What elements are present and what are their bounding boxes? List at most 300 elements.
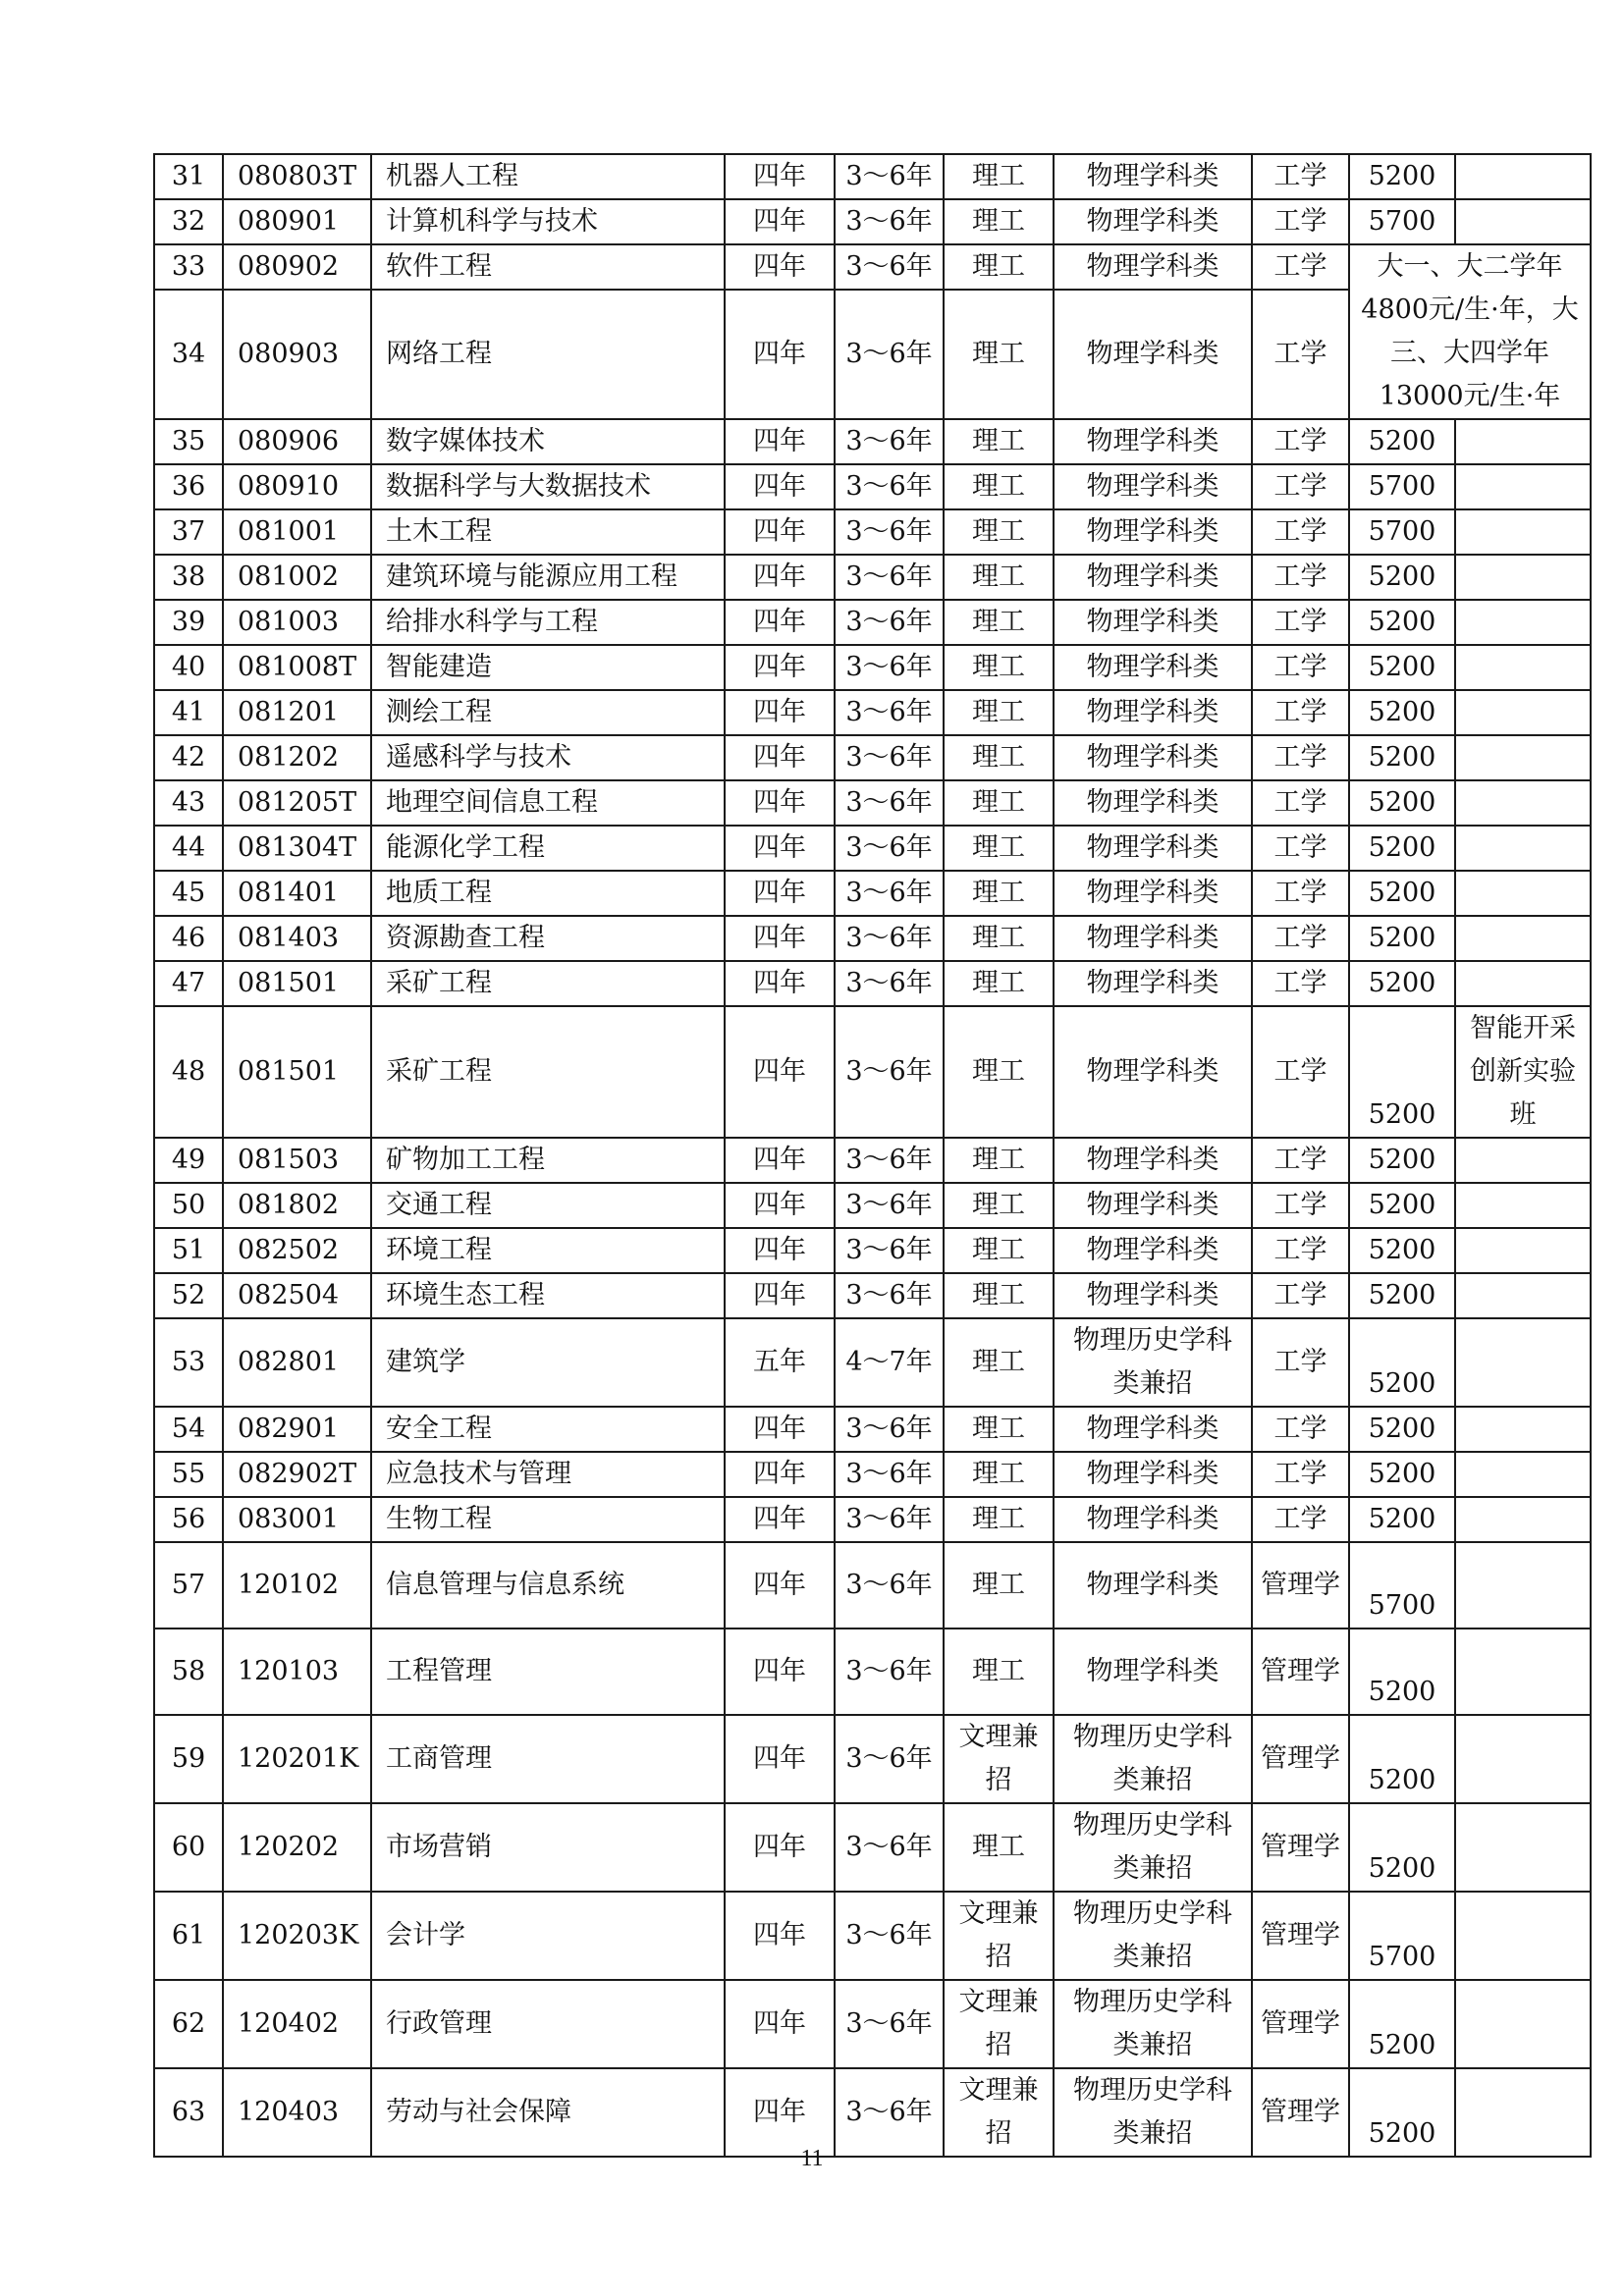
subject-group: 物理学科类: [1054, 600, 1252, 645]
study-span: 3～6年: [835, 1407, 944, 1452]
study-span: 3～6年: [835, 419, 944, 464]
table-row: [154, 600, 1591, 645]
study-years: 四年: [725, 1892, 835, 1980]
table-row: [154, 2068, 1591, 2157]
degree-type: 工学: [1252, 1407, 1349, 1452]
major-name: 数字媒体技术: [371, 419, 725, 464]
study-span: 3～6年: [835, 780, 944, 826]
table-row: [154, 916, 1591, 961]
row-index: 36: [154, 464, 223, 509]
major-code: 082902T: [223, 1452, 371, 1497]
tuition-fee: 5200: [1349, 690, 1455, 735]
remark: [1455, 1803, 1591, 1892]
study-years: 四年: [725, 199, 835, 244]
major-name: 会计学: [371, 1892, 725, 1980]
subject-group: 物理学科类: [1054, 1228, 1252, 1273]
table-row: [154, 509, 1591, 555]
degree-type: 工学: [1252, 1273, 1349, 1318]
study-span: 4～7年: [835, 1318, 944, 1407]
tuition-fee: 5200: [1349, 1452, 1455, 1497]
row-index: 45: [154, 871, 223, 916]
admission-kind: 理工: [944, 1803, 1054, 1892]
major-name: 土木工程: [371, 509, 725, 555]
row-index: 42: [154, 735, 223, 780]
subject-group: 物理学科类: [1054, 290, 1252, 419]
study-span: 3～6年: [835, 1542, 944, 1629]
degree-type: 工学: [1252, 199, 1349, 244]
row-index: 55: [154, 1452, 223, 1497]
study-span: 3～6年: [835, 600, 944, 645]
degree-type: 工学: [1252, 735, 1349, 780]
major-code: 081001: [223, 509, 371, 555]
study-years: 四年: [725, 1542, 835, 1629]
major-code: 081002: [223, 555, 371, 600]
subject-group: 物理学科类: [1054, 871, 1252, 916]
table-row: [154, 555, 1591, 600]
study-years: 四年: [725, 600, 835, 645]
tuition-fee: 5200: [1349, 1318, 1455, 1407]
row-index: 43: [154, 780, 223, 826]
subject-group: 物理历史学科类兼招: [1054, 1715, 1252, 1803]
tuition-fee: 5200: [1349, 1006, 1455, 1138]
row-index: 49: [154, 1138, 223, 1183]
study-years: 四年: [725, 464, 835, 509]
study-years: 五年: [725, 1318, 835, 1407]
degree-type: 工学: [1252, 1006, 1349, 1138]
major-name: 能源化学工程: [371, 826, 725, 871]
fee-merged-note: 大一、大二学年4800元/生·年，大三、大四学年13000元/生·年: [1349, 244, 1591, 419]
subject-group: 物理历史学科类兼招: [1054, 1892, 1252, 1980]
admission-kind: 文理兼招: [944, 1892, 1054, 1980]
subject-group: 物理历史学科类兼招: [1054, 1803, 1252, 1892]
study-span: 3～6年: [835, 555, 944, 600]
remark: [1455, 419, 1591, 464]
row-index: 60: [154, 1803, 223, 1892]
table-row: [154, 1183, 1591, 1228]
study-years: 四年: [725, 1183, 835, 1228]
study-years: 四年: [725, 961, 835, 1006]
tuition-fee: 5200: [1349, 1138, 1455, 1183]
row-index: 63: [154, 2068, 223, 2157]
tuition-fee: 5200: [1349, 1497, 1455, 1542]
study-span: 3～6年: [835, 1183, 944, 1228]
page-number: 11: [800, 2146, 824, 2171]
study-years: 四年: [725, 419, 835, 464]
remark: [1455, 1452, 1591, 1497]
degree-type: 工学: [1252, 290, 1349, 419]
remark: [1455, 780, 1591, 826]
remark: [1455, 1273, 1591, 1318]
major-code: 080901: [223, 199, 371, 244]
degree-type: 工学: [1252, 600, 1349, 645]
study-years: 四年: [725, 1452, 835, 1497]
admission-kind: 理工: [944, 1138, 1054, 1183]
tuition-fee: 5200: [1349, 1980, 1455, 2068]
row-index: 40: [154, 645, 223, 690]
table-row: [154, 1892, 1591, 1980]
study-years: 四年: [725, 1629, 835, 1715]
study-span: 3～6年: [835, 1497, 944, 1542]
remark: [1455, 1318, 1591, 1407]
major-name: 数据科学与大数据技术: [371, 464, 725, 509]
subject-group: 物理学科类: [1054, 1183, 1252, 1228]
admission-kind: 理工: [944, 1273, 1054, 1318]
remark: [1455, 1629, 1591, 1715]
subject-group: 物理学科类: [1054, 1006, 1252, 1138]
study-span: 3～6年: [835, 690, 944, 735]
admission-kind: 理工: [944, 1452, 1054, 1497]
major-code: 080906: [223, 419, 371, 464]
degree-type: 工学: [1252, 1497, 1349, 1542]
study-years: 四年: [725, 645, 835, 690]
table-row: [154, 199, 1591, 244]
admission-kind: 理工: [944, 1318, 1054, 1407]
major-name: 环境生态工程: [371, 1273, 725, 1318]
major-name: 地理空间信息工程: [371, 780, 725, 826]
study-years: 四年: [725, 244, 835, 290]
admission-kind: 理工: [944, 509, 1054, 555]
row-index: 33: [154, 244, 223, 290]
major-code: 120103: [223, 1629, 371, 1715]
subject-group: 物理历史学科类兼招: [1054, 1980, 1252, 2068]
study-years: 四年: [725, 780, 835, 826]
tuition-fee: 5200: [1349, 871, 1455, 916]
major-code: 081501: [223, 1006, 371, 1138]
study-years: 四年: [725, 1138, 835, 1183]
major-code: 120402: [223, 1980, 371, 2068]
major-code: 081401: [223, 871, 371, 916]
subject-group: 物理学科类: [1054, 826, 1252, 871]
study-years: 四年: [725, 826, 835, 871]
study-years: 四年: [725, 871, 835, 916]
tuition-fee: 5200: [1349, 419, 1455, 464]
degree-type: 工学: [1252, 916, 1349, 961]
study-span: 3～6年: [835, 290, 944, 419]
major-code: 081503: [223, 1138, 371, 1183]
study-span: 3～6年: [835, 961, 944, 1006]
remark: [1455, 735, 1591, 780]
major-name: 交通工程: [371, 1183, 725, 1228]
subject-group: 物理学科类: [1054, 244, 1252, 290]
study-span: 3～6年: [835, 1273, 944, 1318]
study-span: 3～6年: [835, 199, 944, 244]
major-name: 建筑学: [371, 1318, 725, 1407]
degree-type: 管理学: [1252, 1715, 1349, 1803]
subject-group: 物理历史学科类兼招: [1054, 1318, 1252, 1407]
major-code: 082901: [223, 1407, 371, 1452]
study-span: 3～6年: [835, 1006, 944, 1138]
tuition-fee: 5700: [1349, 1892, 1455, 1980]
major-code: 080803T: [223, 154, 371, 199]
major-name: 矿物加工工程: [371, 1138, 725, 1183]
tuition-fee: 5700: [1349, 509, 1455, 555]
major-code: 082801: [223, 1318, 371, 1407]
major-name: 劳动与社会保障: [371, 2068, 725, 2157]
remark: [1455, 154, 1591, 199]
row-index: 62: [154, 1980, 223, 2068]
study-years: 四年: [725, 509, 835, 555]
admission-kind: 理工: [944, 1407, 1054, 1452]
row-index: 38: [154, 555, 223, 600]
tuition-fee: 5200: [1349, 555, 1455, 600]
subject-group: 物理学科类: [1054, 199, 1252, 244]
degree-type: 工学: [1252, 464, 1349, 509]
admission-kind: 理工: [944, 961, 1054, 1006]
row-index: 54: [154, 1407, 223, 1452]
program-table: [153, 153, 1592, 2158]
study-years: 四年: [725, 290, 835, 419]
tuition-fee: 5200: [1349, 1183, 1455, 1228]
remark: [1455, 509, 1591, 555]
row-index: 32: [154, 199, 223, 244]
table-row: [154, 961, 1591, 1006]
major-name: 工商管理: [371, 1715, 725, 1803]
admission-kind: 理工: [944, 780, 1054, 826]
study-span: 3～6年: [835, 464, 944, 509]
table-row: [154, 1273, 1591, 1318]
remark: [1455, 871, 1591, 916]
degree-type: 管理学: [1252, 1629, 1349, 1715]
subject-group: 物理学科类: [1054, 509, 1252, 555]
degree-type: 工学: [1252, 1452, 1349, 1497]
row-index: 57: [154, 1542, 223, 1629]
study-span: 3～6年: [835, 1803, 944, 1892]
major-code: 082502: [223, 1228, 371, 1273]
row-index: 48: [154, 1006, 223, 1138]
table-row: [154, 1715, 1591, 1803]
row-index: 56: [154, 1497, 223, 1542]
study-years: 四年: [725, 1980, 835, 2068]
major-name: 计算机科学与技术: [371, 199, 725, 244]
major-code: 120203K: [223, 1892, 371, 1980]
study-years: 四年: [725, 1407, 835, 1452]
degree-type: 工学: [1252, 419, 1349, 464]
row-index: 34: [154, 290, 223, 419]
study-span: 3～6年: [835, 1452, 944, 1497]
major-name: 给排水科学与工程: [371, 600, 725, 645]
major-code: 081802: [223, 1183, 371, 1228]
study-years: 四年: [725, 1715, 835, 1803]
tuition-fee: 5200: [1349, 2068, 1455, 2157]
subject-group: 物理学科类: [1054, 1273, 1252, 1318]
table-row: [154, 826, 1591, 871]
admission-kind: 理工: [944, 244, 1054, 290]
table-row: [154, 1803, 1591, 1892]
remark: [1455, 1980, 1591, 2068]
study-years: 四年: [725, 2068, 835, 2157]
study-span: 3～6年: [835, 916, 944, 961]
row-index: 46: [154, 916, 223, 961]
admission-kind: 理工: [944, 419, 1054, 464]
study-span: 3～6年: [835, 735, 944, 780]
remark: [1455, 1407, 1591, 1452]
degree-type: 工学: [1252, 244, 1349, 290]
table-row: [154, 1006, 1591, 1138]
subject-group: 物理学科类: [1054, 735, 1252, 780]
row-index: 35: [154, 419, 223, 464]
admission-kind: 理工: [944, 826, 1054, 871]
major-name: 采矿工程: [371, 1006, 725, 1138]
subject-group: 物理学科类: [1054, 1452, 1252, 1497]
major-name: 安全工程: [371, 1407, 725, 1452]
study-years: 四年: [725, 735, 835, 780]
major-name: 生物工程: [371, 1497, 725, 1542]
major-name: 行政管理: [371, 1980, 725, 2068]
major-code: 083001: [223, 1497, 371, 1542]
admission-kind: 理工: [944, 600, 1054, 645]
study-years: 四年: [725, 555, 835, 600]
remark: [1455, 645, 1591, 690]
admission-kind: 理工: [944, 690, 1054, 735]
subject-group: 物理学科类: [1054, 690, 1252, 735]
remark: [1455, 1892, 1591, 1980]
study-span: 3～6年: [835, 154, 944, 199]
subject-group: 物理学科类: [1054, 1542, 1252, 1629]
study-years: 四年: [725, 1803, 835, 1892]
study-span: 3～6年: [835, 1980, 944, 2068]
admission-kind: 理工: [944, 1497, 1054, 1542]
row-index: 31: [154, 154, 223, 199]
study-span: 3～6年: [835, 1892, 944, 1980]
row-index: 51: [154, 1228, 223, 1273]
degree-type: 工学: [1252, 826, 1349, 871]
degree-type: 管理学: [1252, 1803, 1349, 1892]
admission-kind: 理工: [944, 645, 1054, 690]
degree-type: 工学: [1252, 690, 1349, 735]
degree-type: 工学: [1252, 154, 1349, 199]
table-row: [154, 419, 1591, 464]
degree-type: 工学: [1252, 1183, 1349, 1228]
tuition-fee: 5200: [1349, 1803, 1455, 1892]
tuition-fee: 5200: [1349, 916, 1455, 961]
degree-type: 工学: [1252, 1138, 1349, 1183]
table-row: [154, 1629, 1591, 1715]
remark: [1455, 690, 1591, 735]
tuition-fee: 5700: [1349, 199, 1455, 244]
major-code: 081003: [223, 600, 371, 645]
degree-type: 工学: [1252, 509, 1349, 555]
remark: [1455, 464, 1591, 509]
subject-group: 物理学科类: [1054, 1407, 1252, 1452]
degree-type: 工学: [1252, 1228, 1349, 1273]
admission-kind: 理工: [944, 1228, 1054, 1273]
degree-type: 管理学: [1252, 1892, 1349, 1980]
row-index: 52: [154, 1273, 223, 1318]
degree-type: 工学: [1252, 871, 1349, 916]
degree-type: 工学: [1252, 1318, 1349, 1407]
major-name: 环境工程: [371, 1228, 725, 1273]
admission-kind: 理工: [944, 1629, 1054, 1715]
admission-kind: 理工: [944, 1542, 1054, 1629]
tuition-fee: 5200: [1349, 600, 1455, 645]
row-index: 44: [154, 826, 223, 871]
admission-kind: 理工: [944, 916, 1054, 961]
study-span: 3～6年: [835, 871, 944, 916]
admission-kind: 理工: [944, 871, 1054, 916]
major-name: 建筑环境与能源应用工程: [371, 555, 725, 600]
degree-type: 工学: [1252, 555, 1349, 600]
tuition-fee: 5200: [1349, 826, 1455, 871]
subject-group: 物理学科类: [1054, 419, 1252, 464]
major-name: 测绘工程: [371, 690, 725, 735]
major-name: 地质工程: [371, 871, 725, 916]
table-row: [154, 1138, 1591, 1183]
row-index: 59: [154, 1715, 223, 1803]
tuition-fee: 5200: [1349, 645, 1455, 690]
study-years: 四年: [725, 154, 835, 199]
study-span: 3～6年: [835, 1228, 944, 1273]
major-code: 080902: [223, 244, 371, 290]
admission-kind: 文理兼招: [944, 2068, 1054, 2157]
degree-type: 工学: [1252, 645, 1349, 690]
major-name: 工程管理: [371, 1629, 725, 1715]
tuition-fee: 5200: [1349, 735, 1455, 780]
table-row: [154, 645, 1591, 690]
subject-group: 物理学科类: [1054, 464, 1252, 509]
table-row: [154, 780, 1591, 826]
row-index: 58: [154, 1629, 223, 1715]
study-span: 3～6年: [835, 645, 944, 690]
major-name: 应急技术与管理: [371, 1452, 725, 1497]
admission-kind: 理工: [944, 555, 1054, 600]
major-code: 082504: [223, 1273, 371, 1318]
major-name: 网络工程: [371, 290, 725, 419]
table-row: [154, 1318, 1591, 1407]
remark: [1455, 1138, 1591, 1183]
major-name: 市场营销: [371, 1803, 725, 1892]
table-row: [154, 735, 1591, 780]
admission-kind: 文理兼招: [944, 1715, 1054, 1803]
major-code: 080903: [223, 290, 371, 419]
degree-type: 管理学: [1252, 1542, 1349, 1629]
row-index: 50: [154, 1183, 223, 1228]
admission-kind: 理工: [944, 154, 1054, 199]
row-index: 61: [154, 1892, 223, 1980]
table-row: [154, 871, 1591, 916]
major-code: 081008T: [223, 645, 371, 690]
table-row: [154, 1542, 1591, 1629]
remark: [1455, 1715, 1591, 1803]
subject-group: 物理学科类: [1054, 154, 1252, 199]
major-code: 120202: [223, 1803, 371, 1892]
remark: [1455, 2068, 1591, 2157]
tuition-fee: 5200: [1349, 780, 1455, 826]
study-years: 四年: [725, 1006, 835, 1138]
tuition-fee: 5200: [1349, 1407, 1455, 1452]
study-years: 四年: [725, 1228, 835, 1273]
major-name: 机器人工程: [371, 154, 725, 199]
degree-type: 管理学: [1252, 1980, 1349, 2068]
major-name: 软件工程: [371, 244, 725, 290]
tuition-fee: 5200: [1349, 1228, 1455, 1273]
subject-group: 物理学科类: [1054, 780, 1252, 826]
tuition-fee: 5200: [1349, 961, 1455, 1006]
major-code: 081403: [223, 916, 371, 961]
study-years: 四年: [725, 1273, 835, 1318]
remark: [1455, 1183, 1591, 1228]
tuition-fee: 5700: [1349, 464, 1455, 509]
major-name: 资源勘查工程: [371, 916, 725, 961]
major-code: 080910: [223, 464, 371, 509]
row-index: 39: [154, 600, 223, 645]
major-code: 120403: [223, 2068, 371, 2157]
table-row: [154, 154, 1591, 199]
subject-group: 物理学科类: [1054, 916, 1252, 961]
table-row: [154, 244, 1591, 290]
subject-group: 物理学科类: [1054, 1497, 1252, 1542]
major-code: 081304T: [223, 826, 371, 871]
table-row: [154, 1452, 1591, 1497]
